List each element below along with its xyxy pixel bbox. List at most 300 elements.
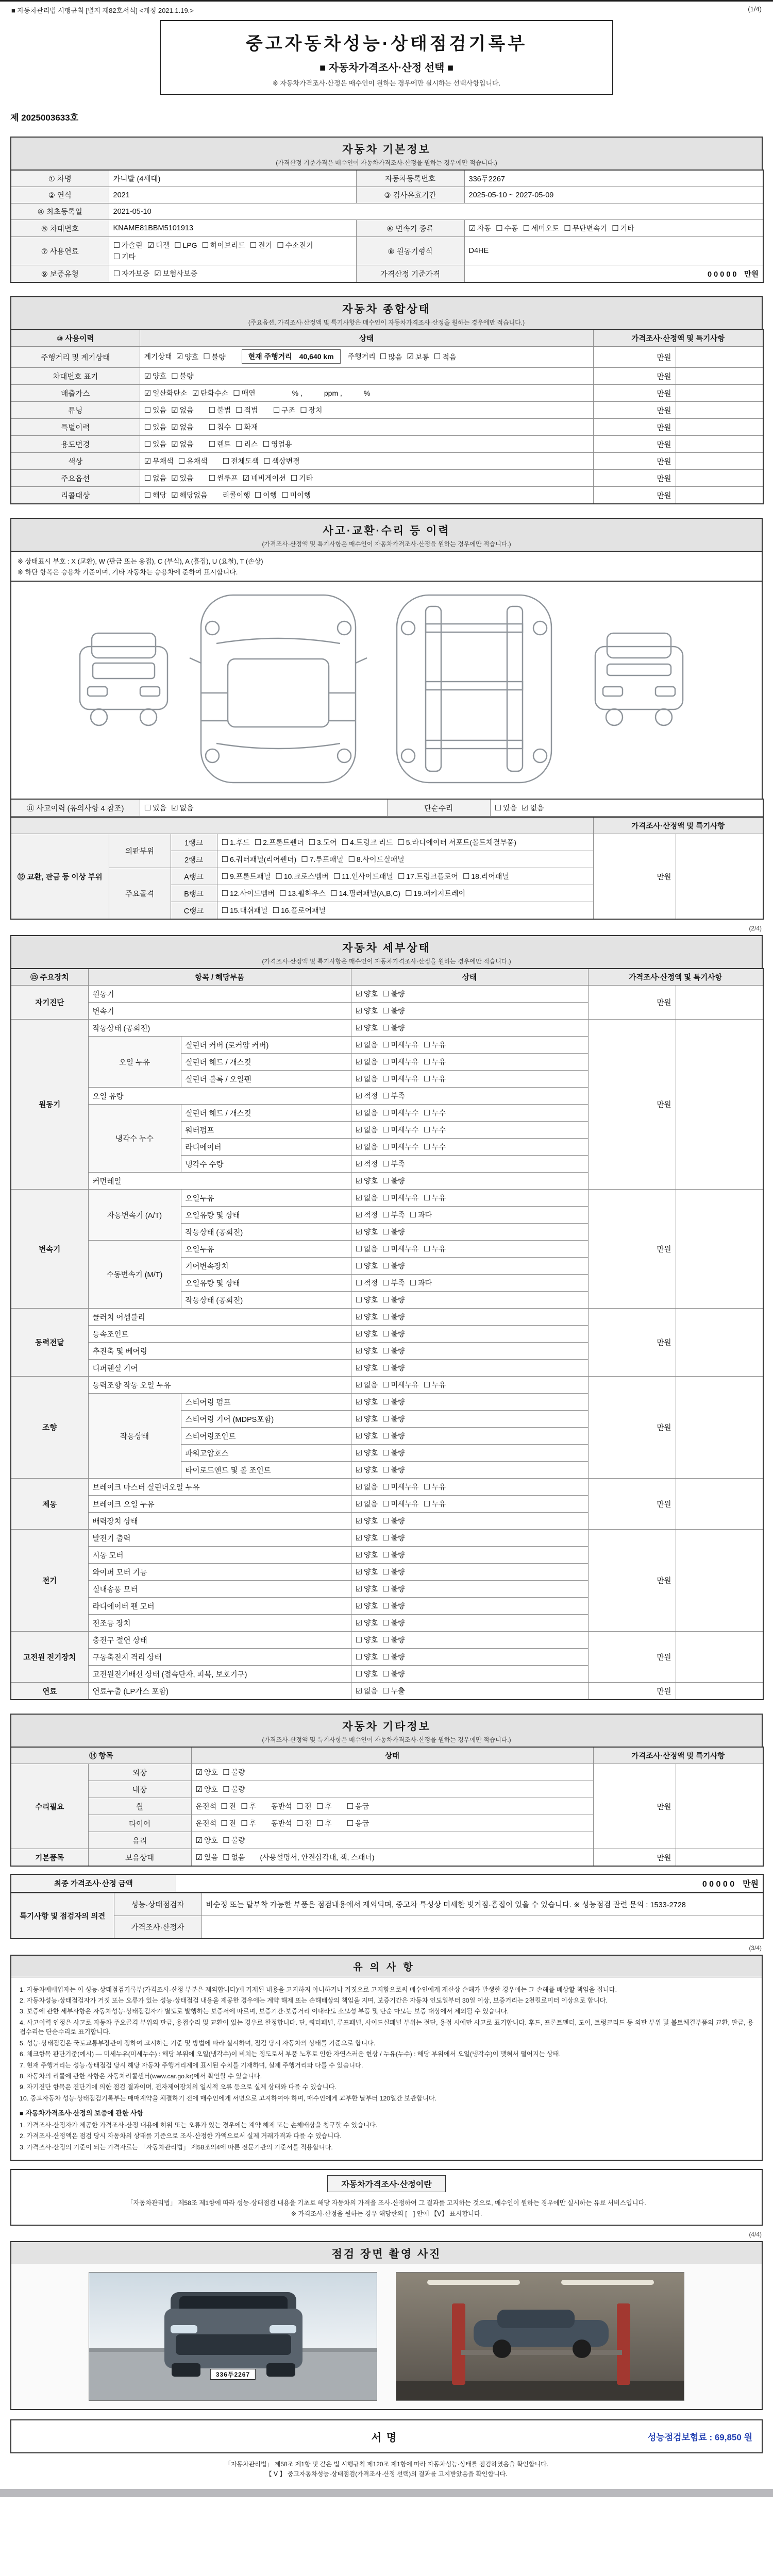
option-group	[356, 1379, 451, 1391]
checkbox-option[interactable]	[277, 240, 313, 250]
option-group	[356, 1549, 410, 1561]
checkbox-option[interactable]	[209, 405, 231, 415]
checkbox-option[interactable]	[463, 871, 509, 882]
checkbox-option[interactable]	[382, 1550, 405, 1560]
item-label: 커먼레일	[88, 1173, 351, 1190]
option-label: 누수	[432, 1109, 446, 1117]
checkbox-option[interactable]	[382, 989, 405, 999]
checkbox-option[interactable]	[382, 1499, 419, 1509]
option-label: 과다	[418, 1279, 432, 1287]
remarks-cell	[676, 402, 763, 419]
checkbox-option[interactable]	[356, 1397, 378, 1407]
checkbox-option[interactable]	[316, 1818, 332, 1828]
checkbox-option[interactable]	[424, 1125, 446, 1135]
form-law-reference: ■ 자동차관리법 시행규칙 [별지 제82호서식] <개정 2021.1.19.>	[11, 7, 194, 14]
checkbox-option[interactable]	[382, 1312, 405, 1322]
checkbox-option[interactable]	[564, 223, 607, 233]
checkbox-option[interactable]	[407, 352, 429, 362]
item-label: 오일누유	[181, 1190, 351, 1207]
checkbox-option[interactable]	[333, 871, 393, 882]
checkbox-option[interactable]	[300, 405, 323, 415]
checkbox-option[interactable]	[356, 1210, 378, 1220]
checkbox-option[interactable]	[223, 1835, 245, 1845]
option-group	[209, 421, 263, 433]
checkbox-option[interactable]	[209, 473, 238, 483]
option-label: 적정	[363, 1092, 378, 1100]
checkbox-option[interactable]	[171, 405, 194, 415]
checkbox-option[interactable]	[223, 1767, 245, 1777]
status-cell	[351, 1632, 588, 1649]
checkbox-icon: ☑	[355, 1686, 362, 1696]
checkbox-option[interactable]	[523, 223, 560, 233]
checkbox-option[interactable]	[382, 1669, 405, 1679]
option-group	[347, 1818, 374, 1829]
checkbox-option[interactable]	[382, 1329, 405, 1339]
checkbox-icon: ☑	[171, 405, 178, 415]
status-cell	[351, 1054, 588, 1071]
checkbox-option[interactable]	[424, 1142, 446, 1152]
checkbox-option[interactable]	[144, 439, 167, 449]
option-label: 19.패키지트레이	[413, 889, 466, 897]
checkbox-option[interactable]	[356, 1074, 378, 1084]
checkbox-option[interactable]	[382, 1244, 419, 1254]
checkbox-option[interactable]	[382, 1057, 419, 1067]
section-note: (주요옵션, 가격조사·산정액 및 특기사항은 매수인이 자동차가격조사·산정을 원하는 경우에만 적습니다.)	[248, 319, 525, 326]
checkbox-option[interactable]	[356, 1550, 378, 1560]
checkbox-option[interactable]	[356, 1312, 378, 1322]
checkbox-option[interactable]	[495, 803, 517, 813]
checkbox-option[interactable]	[356, 1516, 378, 1526]
checkbox-option[interactable]	[356, 1278, 378, 1288]
checkbox-option[interactable]	[348, 854, 404, 865]
checkbox-option[interactable]	[382, 1159, 405, 1169]
option-group	[347, 1801, 374, 1812]
checkbox-option[interactable]	[356, 1448, 378, 1458]
checkbox-option[interactable]	[308, 837, 337, 848]
checkbox-option[interactable]	[382, 1414, 405, 1424]
checkbox-option[interactable]	[382, 1516, 405, 1526]
checkbox-option[interactable]	[250, 240, 273, 250]
checkbox-option[interactable]	[522, 803, 544, 813]
checkbox-option[interactable]	[356, 1686, 378, 1696]
option-label: 누유	[432, 1500, 446, 1508]
checkbox-option[interactable]	[236, 422, 258, 432]
checkbox-option[interactable]	[382, 1295, 405, 1305]
remarks-cell	[676, 834, 763, 920]
option-group	[356, 1056, 451, 1067]
checkbox-icon: ☐	[382, 1465, 390, 1475]
checkbox-option[interactable]	[424, 1057, 446, 1067]
checkbox-icon: ☐	[382, 1380, 390, 1389]
option-label: 3.도어	[316, 838, 337, 846]
checkbox-option[interactable]	[356, 1057, 378, 1067]
checkbox-option[interactable]	[356, 1465, 378, 1475]
checkbox-option[interactable]	[424, 1482, 446, 1492]
checkbox-option[interactable]	[316, 1801, 332, 1811]
checkbox-option[interactable]	[356, 1635, 378, 1645]
checkbox-option[interactable]	[356, 1414, 378, 1424]
status-cell	[351, 1207, 588, 1224]
legend-line-1: ※ 상태표시 부호 : X (교환), W (판금 또는 용접), C (부식), A (흠집), U (요철), T (손상)	[18, 557, 263, 565]
checkbox-option[interactable]	[236, 405, 258, 415]
option-label: 불량	[391, 1007, 405, 1015]
checkbox-option[interactable]	[221, 1801, 236, 1811]
checkbox-option[interactable]	[192, 388, 229, 398]
checkbox-option[interactable]	[356, 1363, 378, 1373]
section-title: 자동차 기본정보	[342, 144, 431, 156]
checkbox-icon: ☐	[409, 1278, 416, 1287]
checkbox-option[interactable]	[330, 888, 400, 899]
checkbox-option[interactable]	[291, 473, 313, 483]
option-label: 유채색	[186, 457, 208, 465]
checkbox-option[interactable]	[171, 803, 194, 813]
checkbox-option[interactable]	[356, 1091, 378, 1101]
checkbox-option[interactable]	[496, 223, 518, 233]
checkbox-option[interactable]	[382, 1635, 405, 1645]
checkbox-option[interactable]	[356, 1176, 378, 1186]
checkbox-option[interactable]	[356, 1499, 378, 1509]
checkbox-option[interactable]	[382, 1006, 405, 1016]
checkbox-option[interactable]	[243, 473, 286, 483]
rank-items-cell	[217, 902, 593, 920]
checkbox-icon: ☐	[355, 1261, 362, 1270]
checkbox-option[interactable]	[347, 1818, 369, 1828]
checkbox-option[interactable]	[222, 905, 268, 916]
option-label: 전	[229, 1802, 237, 1810]
checkbox-option[interactable]	[356, 1159, 378, 1169]
option-label: 미세누유	[391, 1194, 419, 1202]
option-label: 후	[325, 1819, 332, 1827]
checkbox-icon: ☑	[355, 1125, 362, 1134]
checkbox-option[interactable]	[382, 1533, 405, 1543]
field-label: 가격산정 기준가격	[356, 265, 464, 283]
checkbox-option[interactable]	[144, 405, 167, 415]
checkbox-option[interactable]	[263, 439, 292, 449]
status-cell	[351, 1683, 588, 1700]
checkbox-option[interactable]	[382, 1584, 405, 1594]
checkbox-option[interactable]	[273, 905, 326, 916]
field-label: ② 연식	[11, 187, 109, 204]
checkbox-option[interactable]	[281, 490, 311, 500]
checkbox-option[interactable]	[233, 388, 256, 398]
checkbox-option[interactable]	[241, 1801, 256, 1811]
option-group	[356, 1141, 451, 1153]
checkbox-option[interactable]	[144, 473, 167, 483]
checkbox-option[interactable]	[196, 1852, 219, 1862]
option-label: 수동	[504, 224, 518, 232]
checkbox-option[interactable]	[356, 1618, 378, 1628]
checkbox-option[interactable]	[382, 1227, 405, 1237]
checkbox-option[interactable]	[397, 837, 516, 848]
checkbox-option[interactable]	[424, 1040, 446, 1050]
accident-history-options	[140, 799, 387, 817]
checkbox-option[interactable]	[382, 1176, 405, 1186]
checkbox-option[interactable]	[113, 268, 150, 279]
checkbox-option[interactable]	[382, 1397, 405, 1407]
checkbox-option[interactable]	[356, 1533, 378, 1543]
checkbox-option[interactable]	[147, 240, 170, 250]
checkbox-option[interactable]	[144, 371, 167, 381]
column-header: 상태	[191, 1747, 593, 1764]
checkbox-option[interactable]	[382, 1125, 419, 1135]
checkbox-icon: ☑	[171, 422, 178, 432]
option-group	[356, 1464, 410, 1476]
checkbox-option[interactable]	[176, 352, 199, 362]
checkbox-option[interactable]	[154, 268, 197, 279]
price-cell: 만원	[593, 1764, 676, 1849]
checkbox-option[interactable]	[203, 352, 226, 362]
checkbox-option[interactable]	[382, 1567, 405, 1577]
checkbox-option[interactable]	[356, 1431, 378, 1441]
checkbox-option[interactable]	[144, 422, 167, 432]
checkbox-option[interactable]	[356, 1006, 378, 1016]
price-cell: 만원	[588, 1377, 676, 1479]
checkbox-option[interactable]	[255, 837, 304, 848]
checkbox-option[interactable]	[356, 989, 378, 999]
option-label: 응급	[355, 1802, 369, 1810]
checkbox-option[interactable]	[410, 1210, 432, 1220]
status-cell	[140, 487, 593, 504]
checkbox-option[interactable]	[382, 1652, 405, 1662]
checkbox-option[interactable]	[356, 1193, 378, 1203]
option-label: 있음	[502, 804, 517, 812]
checkbox-option[interactable]	[382, 1108, 419, 1118]
checkbox-icon: ☑	[355, 1091, 362, 1100]
checkbox-icon: ☐	[612, 224, 619, 233]
checkbox-option[interactable]	[356, 1125, 378, 1135]
checkbox-option[interactable]	[382, 1023, 405, 1033]
checkbox-option[interactable]	[382, 1482, 419, 1492]
rank-label: 2랭크	[171, 851, 217, 868]
checkbox-option[interactable]	[382, 1074, 419, 1084]
checkbox-option[interactable]	[279, 888, 326, 899]
option-label: 양호	[363, 1262, 378, 1270]
checkbox-option[interactable]	[222, 854, 297, 865]
checkbox-option[interactable]	[296, 1818, 312, 1828]
checkbox-option[interactable]	[209, 439, 231, 449]
checkbox-option[interactable]	[356, 1584, 378, 1594]
column-header	[11, 817, 593, 834]
status-cell	[351, 1088, 588, 1105]
checkbox-icon: ☐	[144, 439, 151, 449]
checkbox-option[interactable]	[255, 490, 277, 500]
checkbox-icon: ☑	[355, 1448, 362, 1458]
checkbox-option[interactable]	[144, 388, 188, 398]
checkbox-option[interactable]	[424, 1193, 446, 1203]
premium-value: 69,850 원	[714, 2432, 752, 2443]
checkbox-option[interactable]	[382, 1261, 405, 1271]
checkbox-option[interactable]	[347, 1801, 369, 1811]
checkbox-option[interactable]	[410, 1278, 432, 1288]
checkbox-option[interactable]	[356, 1567, 378, 1577]
checkbox-option[interactable]	[221, 1818, 236, 1828]
checkbox-option[interactable]	[236, 439, 258, 449]
option-label: 미세누수	[391, 1109, 419, 1117]
checkbox-option[interactable]	[424, 1074, 446, 1084]
option-label: 있음	[179, 474, 194, 482]
checkbox-option[interactable]	[301, 854, 343, 865]
table-row	[11, 1309, 763, 1326]
checkbox-option[interactable]	[171, 371, 194, 381]
checkbox-option[interactable]	[380, 352, 402, 362]
item-label: 오일누유	[181, 1241, 351, 1258]
checkbox-option[interactable]	[356, 1652, 378, 1662]
checkbox-option[interactable]	[356, 1346, 378, 1356]
checkbox-option[interactable]	[424, 1244, 446, 1254]
checkbox-option[interactable]	[356, 1040, 378, 1050]
checkbox-icon: ☐	[223, 1836, 230, 1845]
checkbox-option[interactable]	[241, 1818, 256, 1828]
checkbox-icon: ☑	[355, 1465, 362, 1475]
field-label: ③ 검사유효기간	[356, 187, 464, 204]
checkbox-option[interactable]	[223, 456, 259, 466]
checkbox-option[interactable]	[144, 490, 167, 500]
checkbox-option[interactable]	[382, 1380, 419, 1390]
checkbox-icon: ☑	[195, 1768, 203, 1777]
item-label: 스티어링 펌프	[181, 1394, 351, 1411]
checkbox-option[interactable]	[382, 1278, 405, 1288]
checkbox-icon: ☐	[382, 1091, 390, 1100]
checkbox-option[interactable]	[382, 1363, 405, 1373]
checkbox-option[interactable]	[144, 456, 174, 466]
checkbox-option[interactable]	[382, 1142, 419, 1152]
remarks-cell	[676, 419, 763, 436]
checkbox-option[interactable]	[382, 1210, 405, 1220]
checkbox-option[interactable]	[275, 871, 329, 882]
option-label: 해당없음	[179, 491, 208, 499]
checkbox-option[interactable]	[382, 1193, 419, 1203]
row-label: 배출가스	[11, 385, 140, 402]
checkbox-option[interactable]	[382, 1431, 405, 1441]
checkbox-option[interactable]	[356, 1244, 378, 1254]
checkbox-icon: ☐	[223, 1768, 230, 1777]
checkbox-option[interactable]	[171, 473, 194, 483]
option-label: 양호	[363, 1568, 378, 1576]
checkbox-option[interactable]	[113, 251, 136, 262]
checkbox-option[interactable]	[382, 1346, 405, 1356]
section-title: 점검 장면 촬영 사진	[331, 2248, 442, 2261]
option-label: 불량	[391, 1449, 405, 1457]
checkbox-option[interactable]	[342, 837, 393, 848]
checkbox-option[interactable]	[223, 1852, 245, 1862]
option-group	[356, 1260, 410, 1272]
checkbox-option[interactable]	[356, 1227, 378, 1237]
checkbox-option[interactable]	[356, 1261, 378, 1271]
item-label: 연료누출 (LP가스 포함)	[88, 1683, 351, 1700]
vehicle-front-photo-illustration	[89, 2273, 377, 2401]
checkbox-option[interactable]	[273, 405, 296, 415]
checkbox-option[interactable]	[356, 1380, 378, 1390]
price-cell: 만원	[593, 402, 676, 419]
table-row	[11, 220, 763, 237]
checkbox-option[interactable]	[171, 422, 194, 432]
checkbox-option[interactable]	[144, 803, 167, 813]
checkbox-option[interactable]	[356, 1669, 378, 1679]
option-group	[356, 1413, 410, 1425]
checkbox-option[interactable]	[196, 1767, 219, 1777]
checkbox-option[interactable]	[222, 871, 271, 882]
checkbox-icon: ☐	[382, 1040, 390, 1049]
checkbox-option[interactable]	[398, 871, 458, 882]
option-group	[144, 370, 198, 382]
checkbox-option[interactable]	[196, 1784, 219, 1794]
checkbox-option[interactable]	[196, 1835, 219, 1845]
checkbox-option[interactable]	[382, 1465, 405, 1475]
option-label: 양호	[363, 1347, 378, 1355]
item-label: 타이로드엔드 및 볼 조인트	[181, 1462, 351, 1479]
checkbox-option[interactable]	[382, 1448, 405, 1458]
checkbox-option[interactable]	[424, 1108, 446, 1118]
checkbox-option[interactable]	[178, 456, 208, 466]
checkbox-option[interactable]	[382, 1601, 405, 1611]
checkbox-option[interactable]	[424, 1499, 446, 1509]
column-header: 상태	[351, 969, 588, 986]
checkbox-option[interactable]	[434, 352, 457, 362]
row-label: 차대번호 표기	[11, 368, 140, 385]
option-label: 불량	[391, 1517, 405, 1525]
checkbox-option[interactable]	[382, 1686, 405, 1696]
checkbox-option[interactable]	[222, 837, 250, 848]
checkbox-option[interactable]	[405, 888, 465, 899]
option-label: 후	[249, 1819, 257, 1827]
checkbox-option[interactable]	[356, 1482, 378, 1492]
option-label: 세미오토	[531, 224, 560, 232]
checkbox-option[interactable]	[113, 240, 143, 250]
bottom-gray-strip	[0, 2489, 773, 2497]
checkbox-option[interactable]	[424, 1380, 446, 1390]
checkbox-option[interactable]	[296, 1801, 312, 1811]
checkbox-option[interactable]	[356, 1108, 378, 1118]
option-label: 후	[325, 1802, 332, 1810]
checkbox-option[interactable]	[469, 223, 492, 233]
checkbox-option[interactable]	[223, 1784, 245, 1794]
checkbox-option[interactable]	[171, 439, 194, 449]
checkbox-icon: ☐	[296, 1802, 304, 1811]
item-label: 보유상태	[88, 1849, 191, 1867]
option-group	[380, 351, 461, 363]
checkbox-icon: ☐	[290, 473, 298, 483]
checkbox-option[interactable]	[356, 1142, 378, 1152]
column-header: ⑬ 주요장치	[11, 969, 88, 986]
checkbox-option[interactable]	[202, 240, 245, 250]
status-cell	[351, 1020, 588, 1037]
option-label: 14.필러패널(A,B,C)	[339, 889, 400, 897]
option-group	[356, 1566, 410, 1578]
checkbox-option[interactable]	[174, 241, 197, 249]
item-label: 전조등 장치	[88, 1615, 351, 1632]
checkbox-option[interactable]	[171, 490, 208, 500]
table-row	[11, 986, 763, 1003]
checkbox-option[interactable]	[382, 1040, 419, 1050]
checkbox-option[interactable]	[356, 1295, 378, 1305]
checkbox-option[interactable]	[263, 456, 300, 466]
checkbox-option[interactable]	[356, 1023, 378, 1033]
checkbox-option[interactable]	[356, 1601, 378, 1611]
checkbox-option[interactable]	[222, 888, 275, 899]
table-row	[11, 436, 763, 453]
option-label: 네비게이션	[251, 474, 286, 482]
checkbox-option[interactable]	[382, 1618, 405, 1628]
checkbox-option[interactable]	[356, 1329, 378, 1339]
checkbox-icon: ☐	[382, 1414, 390, 1423]
item-label: 작동상태 (공회전)	[181, 1292, 351, 1309]
checkbox-option[interactable]	[612, 223, 634, 233]
field-label: ⑤ 차대번호	[11, 220, 109, 237]
checkbox-option[interactable]	[209, 422, 231, 432]
checkbox-option[interactable]	[382, 1091, 405, 1101]
checkbox-icon: ☑	[355, 1040, 362, 1049]
option-group	[356, 1515, 410, 1527]
